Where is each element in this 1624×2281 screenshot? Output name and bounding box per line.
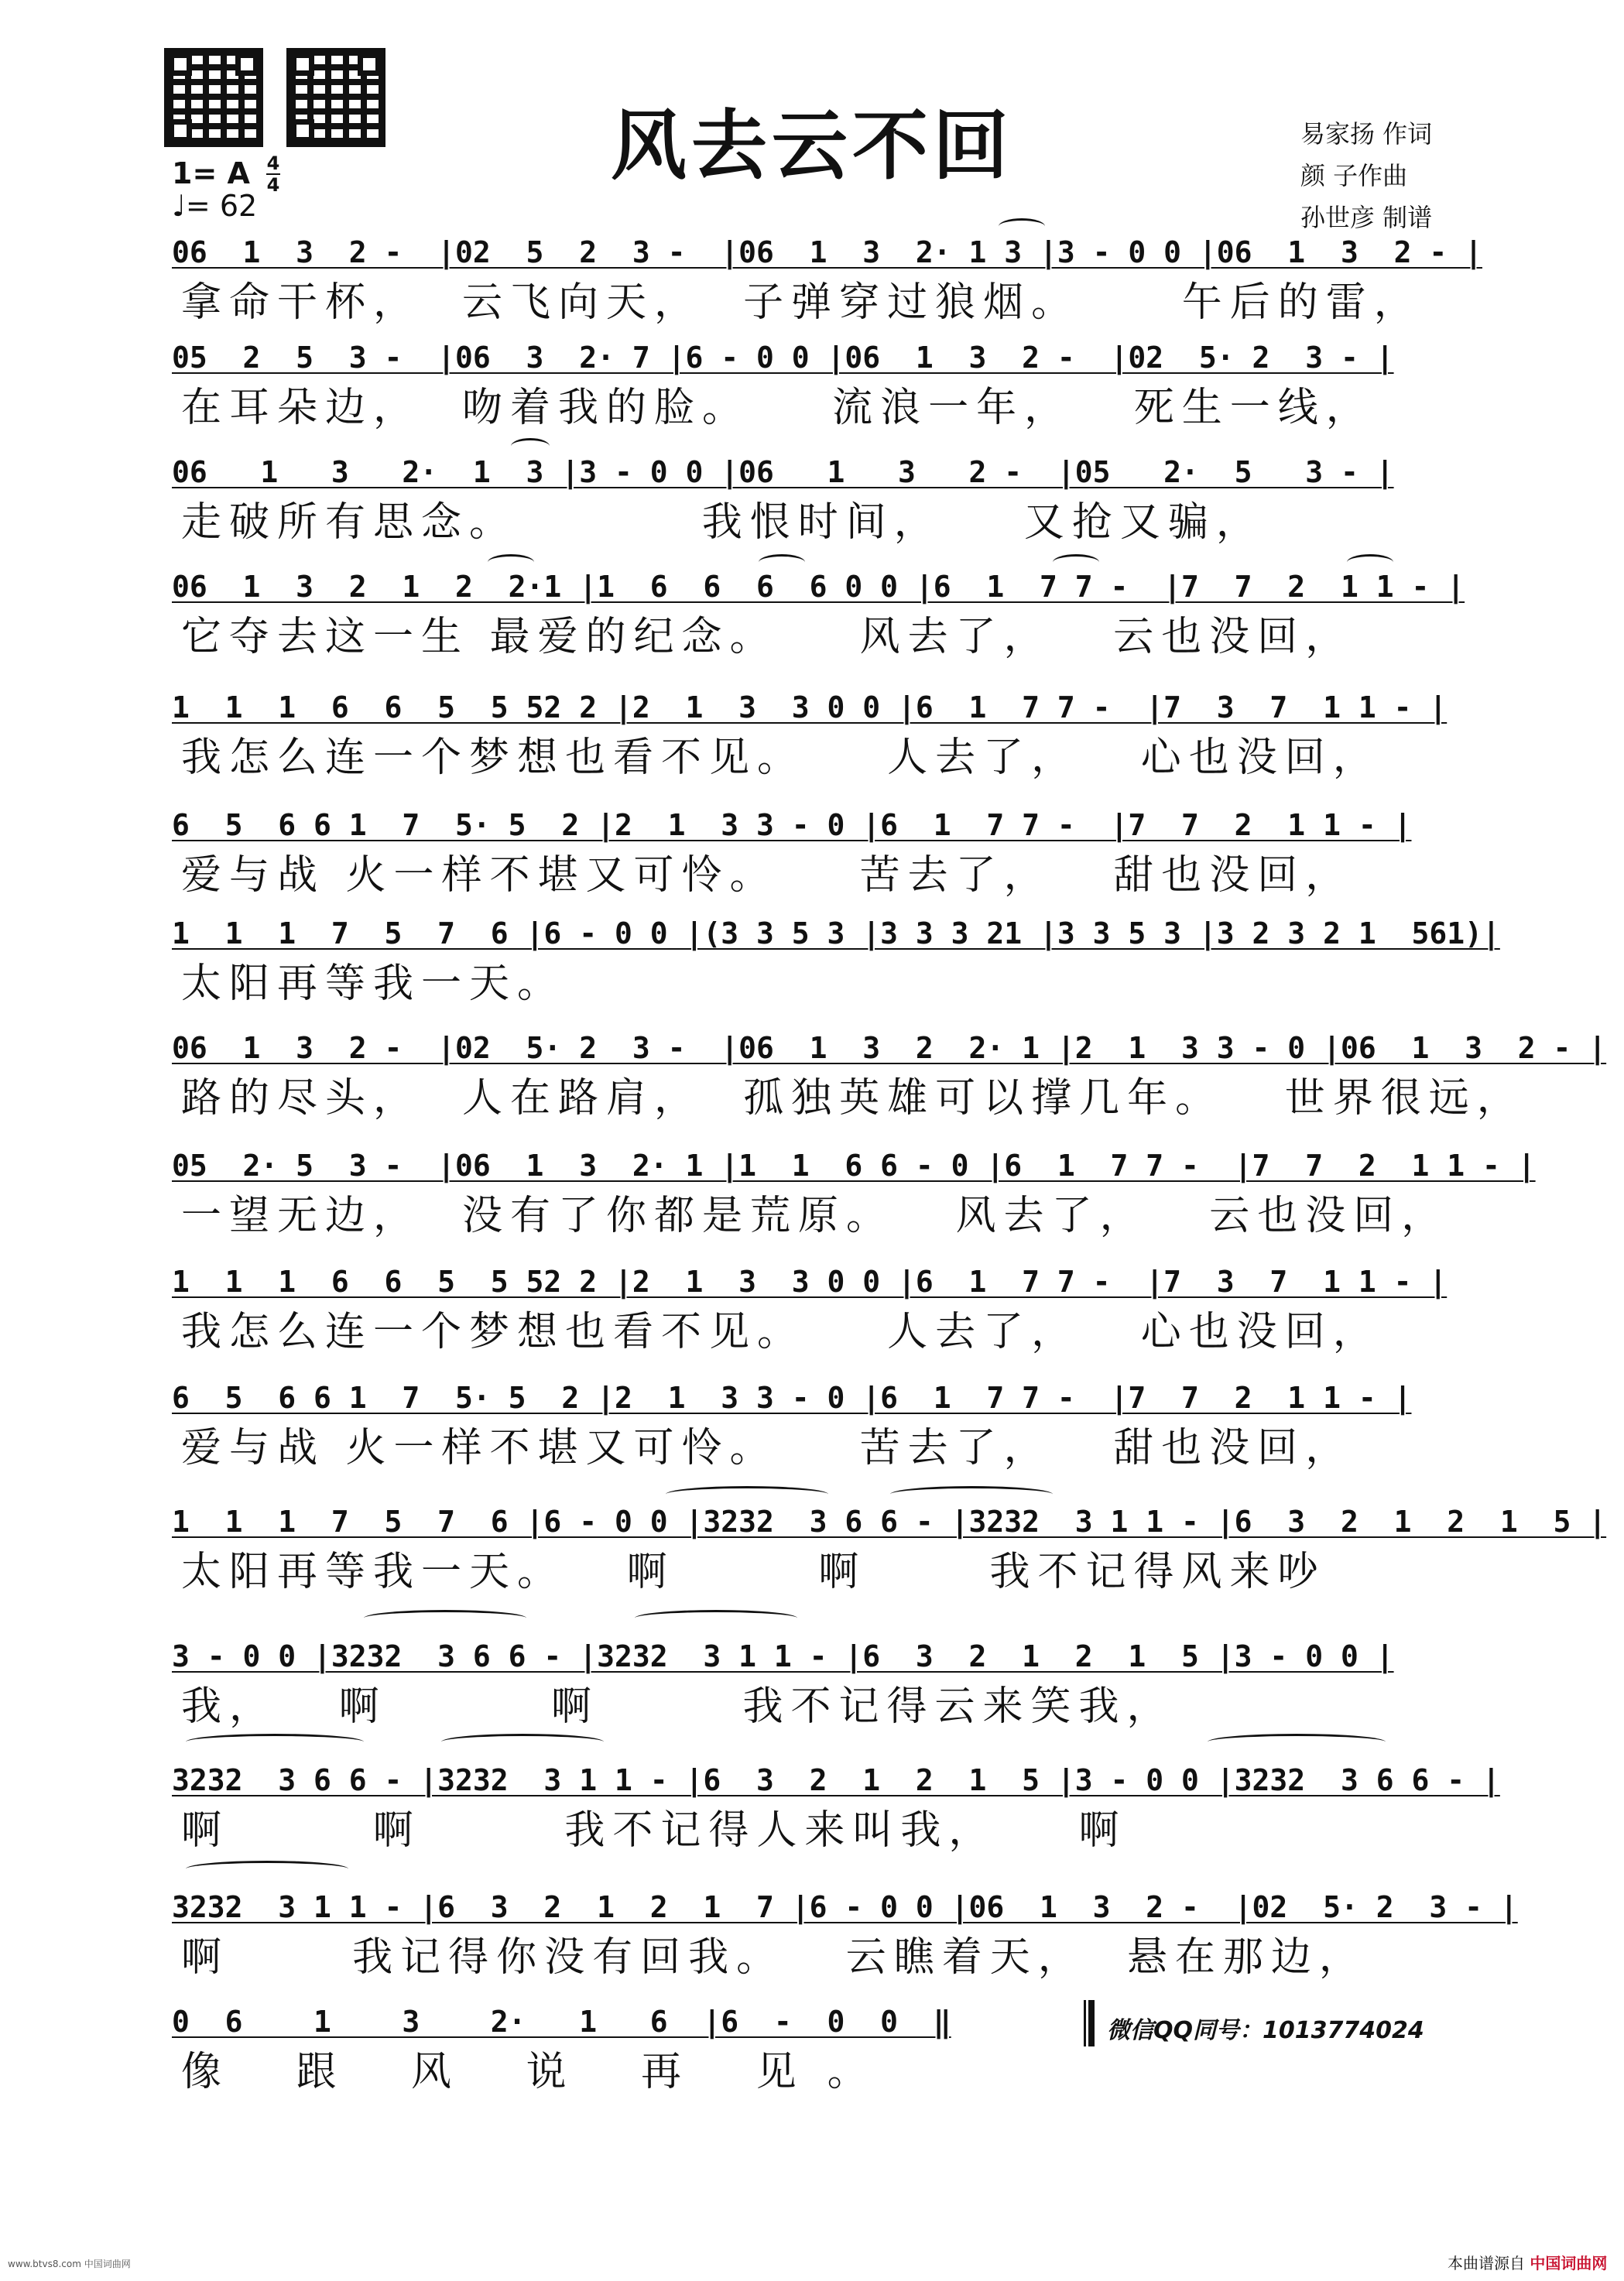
source-brand: 中国词曲网 [1530, 2254, 1608, 2272]
lyric-line: 爱与战 火一样不堪又可怜。 苦去了， 甜也没回， [181, 1425, 1354, 1471]
credits-block [1300, 113, 1432, 238]
slur-mark [1053, 554, 1099, 570]
song-title: 风去云不回 [610, 101, 1013, 190]
lyric-line: 我， 啊 啊 我不记得云来笑我， [181, 1683, 1175, 1730]
slur-mark [635, 1610, 797, 1626]
slur-mark [1208, 1734, 1386, 1750]
lyric-line: 在耳朵边， 吻着我的脸。 流浪一年， 死生一线， [181, 385, 1374, 431]
score-line-2 [172, 334, 1457, 435]
lyric-line: 走破所有思念。 我恨时间， 又抢又骗， [181, 499, 1264, 546]
lyric-line: 我怎么连一个梦想也看不见。 人去了， 心也没回， [181, 1309, 1381, 1355]
lyric-line: 一望无边， 没有了你都是荒原。 风去了， 云也没回， [181, 1193, 1450, 1239]
lyric-line: 像 跟 风 说 再 见。 [181, 2049, 899, 2095]
slur-mark [1347, 554, 1393, 570]
time-bottom: 4 [266, 174, 280, 196]
slur-mark [511, 438, 550, 454]
notation-line: 3232 3 1 1 - |6 3 2 1 2 1 7 |6 - 0 0 |06 1 3 2 - |02 5· 2 3 - | [172, 1890, 1518, 1924]
notation-line: 05 2· 5 3 - |06 1 3 2· 1 |1 1 6 6 - 0 |6 1 7 7 - |7 7 2 1 1 - | [172, 1149, 1536, 1183]
slur-mark [488, 554, 534, 570]
time-top: 4 [266, 152, 280, 174]
notation-line: 05 2 5 3 - |06 3 2· 7 |6 - 0 0 |06 1 3 2 - |02 5· 2 3 - | [172, 341, 1394, 375]
notation-line: 6 5 6 6 1 7 5· 5 2 |2 1 3 3 - 0 |6 1 7 7 - |7 7 2 1 1 - | [172, 808, 1412, 842]
notation-line: 1 1 1 7 5 7 6 |6 - 0 0 |3232 3 6 6 - |3232 3 1 1 - |6 3 2 1 2 1 5 | [172, 1505, 1607, 1539]
source-watermark-left: www.btvs8.com 中国词曲网 [8, 2259, 131, 2269]
time-signature [266, 153, 280, 195]
notation-line: 1 1 1 6 6 5 5 52 2 |2 1 3 3 0 0 |6 1 7 7 - |7 3 7 1 1 - | [172, 1265, 1448, 1299]
score-line-9 [172, 1142, 1536, 1243]
tempo-mark: ♩= 62 [172, 189, 258, 223]
score-line-13 [172, 1633, 1457, 1734]
slur-mark [890, 1486, 1053, 1502]
score-line-8 [172, 1025, 1607, 1125]
notation-line: 06 1 3 2· 1 3 |3 - 0 0 |06 1 3 2 - |05 2· 5 3 - | [172, 455, 1394, 489]
notation-line: 06 1 3 2 - |02 5· 2 3 - |06 1 3 2 2· 1 |2 1 3 3 - 0 |06 1 3 2 - | [172, 1031, 1607, 1065]
notation-line: 1 1 1 6 6 5 5 52 2 |2 1 3 3 0 0 |6 1 7 7 - |7 3 7 1 1 - | [172, 690, 1448, 724]
notation-line: 06 1 3 2 1 2 2·1 |1 6 6 6 6 0 0 |6 1 7 7 - |7 7 2 1 1 - | [172, 570, 1465, 604]
score-line-4 [172, 563, 1465, 664]
arranger: 孙世彦 制谱 [1300, 203, 1433, 232]
score-line-10 [172, 1259, 1457, 1359]
score-line-1 [172, 229, 1482, 330]
score-line-5 [172, 684, 1457, 785]
slur-mark [186, 1861, 348, 1877]
score-line-7 [172, 910, 1500, 1011]
contact-text: 微信QQ同号：1013774024 [1107, 2017, 1424, 2044]
score-line-16 [172, 1998, 1085, 2099]
lyric-line: 拿命干杯， 云飞向天， 子弹穿过狼烟。 午后的雷， [181, 279, 1422, 326]
lyricist: 易家扬 作词 [1300, 119, 1433, 149]
notation-line: 3232 3 6 6 - |3232 3 1 1 - |6 3 2 1 2 1 5 |3 - 0 0 |3232 3 6 6 - | [172, 1763, 1500, 1797]
slur-mark [441, 1734, 604, 1750]
lyric-line: 爱与战 火一样不堪又可怜。 苦去了， 甜也没回， [181, 852, 1354, 899]
lyric-line: 啊 我记得你没有回我。 云瞧着天， 悬在那边， [181, 1934, 1367, 1981]
lyric-line: 太阳再等我一天。 啊 啊 我不记得风来吵 [181, 1549, 1326, 1595]
notation-line: 6 5 6 6 1 7 5· 5 2 |2 1 3 3 - 0 |6 1 7 7 - |7 7 2 1 1 - | [172, 1381, 1412, 1415]
notation-line: 0 6 1 3 2· 1 6 |6 - 0 0 ‖ [172, 2005, 951, 2039]
score-line-6 [172, 802, 1457, 902]
slur-mark [186, 1734, 364, 1750]
score-line-11 [172, 1375, 1457, 1475]
slur-mark [364, 1610, 526, 1626]
slur-mark [999, 218, 1045, 235]
source-watermark-right [1448, 2251, 1607, 2273]
slur-mark [666, 1486, 828, 1502]
notation-line: 1 1 1 7 5 7 6 |6 - 0 0 |(3 3 5 3 |3 3 3 21 |3 3 5 3 |3 2 3 2 1 561)| [172, 916, 1500, 950]
lyric-line: 路的尽头， 人在路肩， 孤独英雄可以撑几年。 世界很远， [181, 1075, 1525, 1122]
composer: 颜 子作曲 [1300, 161, 1408, 190]
notation-line: 06 1 3 2 - |02 5 2 3 - |06 1 3 2· 1 3 |3 - 0 0 |06 1 3 2 - | [172, 235, 1482, 269]
slur-mark [759, 554, 805, 570]
lyric-line: 我怎么连一个梦想也看不见。 人去了， 心也没回， [181, 735, 1381, 781]
notation-line: 3 - 0 0 |3232 3 6 6 - |3232 3 1 1 - |6 3 2 1 2 1 5 |3 - 0 0 | [172, 1639, 1394, 1673]
score-line-12 [172, 1498, 1607, 1599]
score-line-14 [172, 1757, 1500, 1858]
lyric-line: 啊 啊 我不记得人来叫我， 啊 [181, 1807, 1127, 1854]
lyric-line: 它夺去这一生 最爱的纪念。 风去了， 云也没回， [181, 614, 1354, 660]
key-signature: 1= A [172, 156, 250, 190]
score-line-15 [172, 1884, 1518, 1985]
score-line-3 [172, 449, 1457, 550]
source-prefix: 本曲谱源自 [1448, 2254, 1530, 2272]
final-barline [1084, 2000, 1095, 2046]
lyric-line: 太阳再等我一天。 [181, 961, 566, 1007]
